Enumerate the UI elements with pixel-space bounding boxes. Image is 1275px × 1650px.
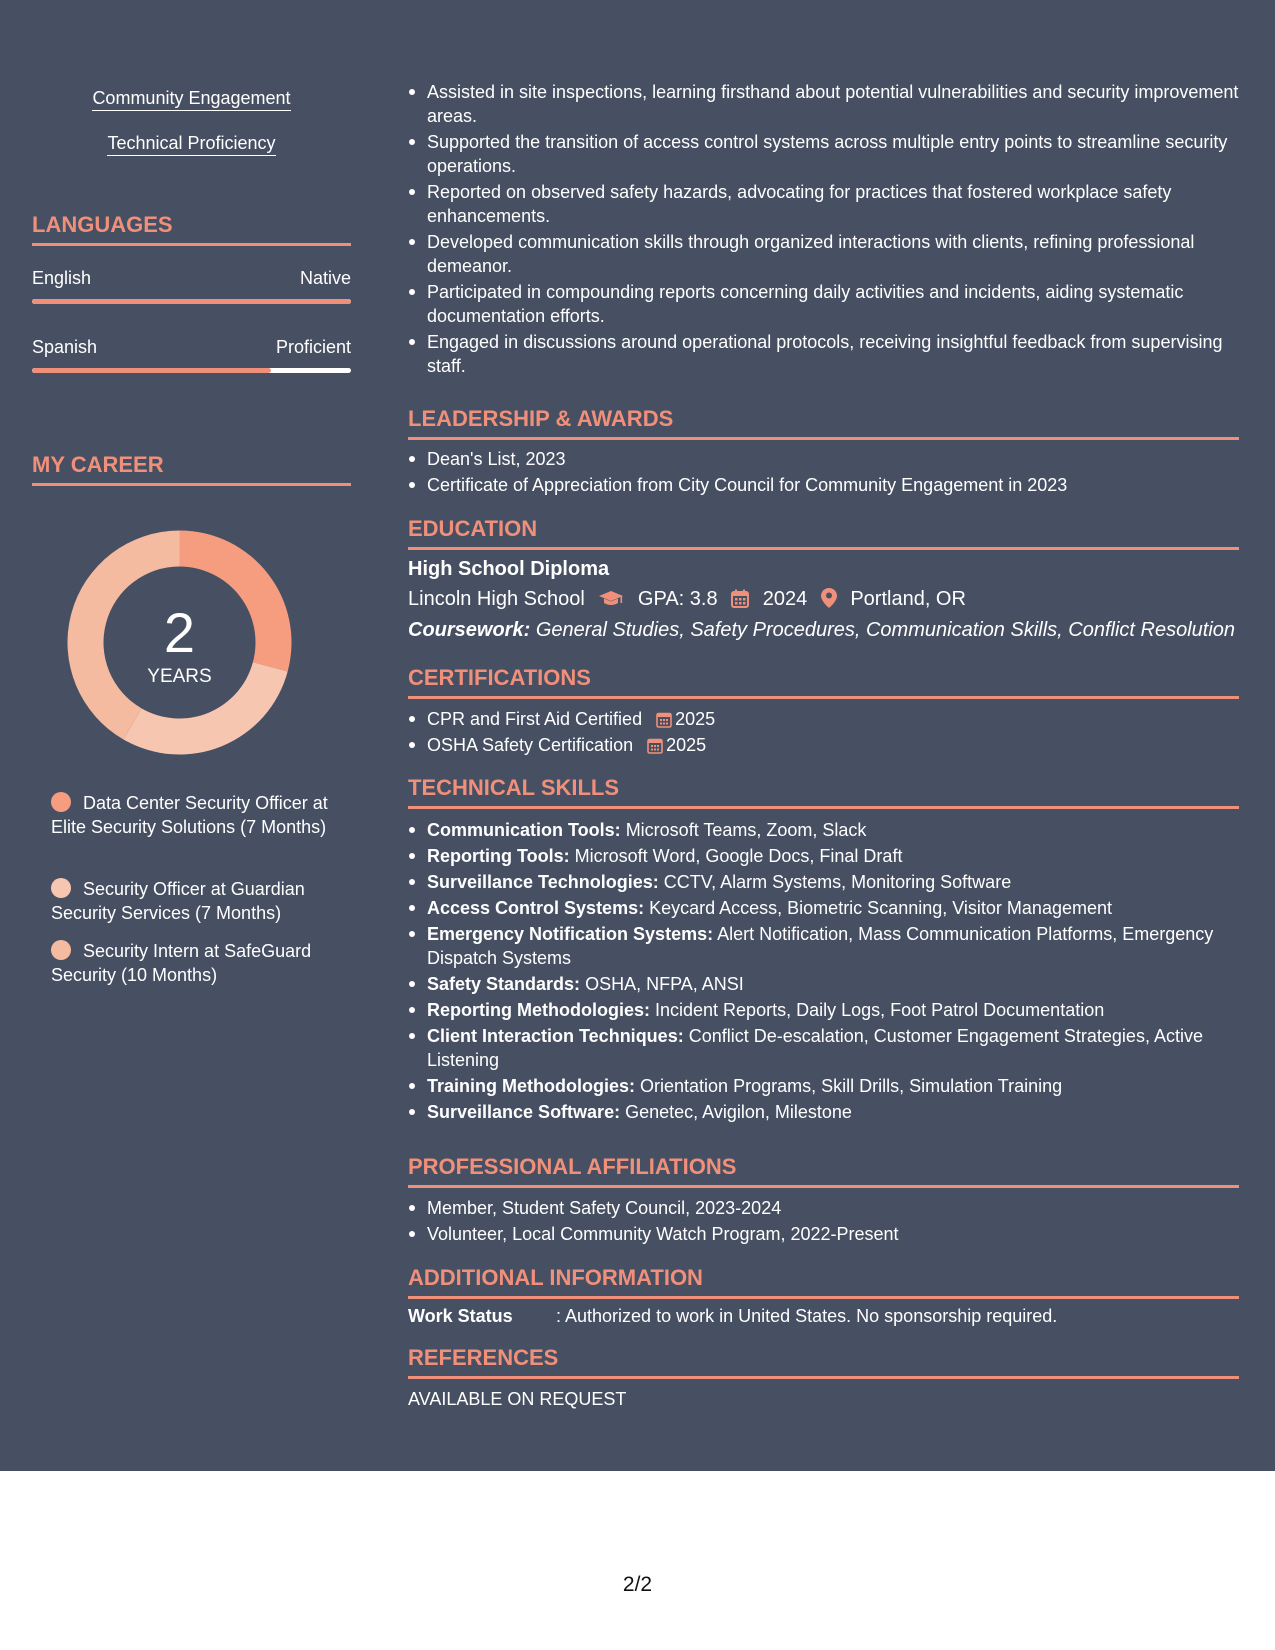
list-item [408,998,1239,1022]
additional-info-heading: ADDITIONAL INFORMATION [408,1265,1239,1299]
coursework-value: General Studies, Safety Procedures, Communication Skills, Conflict Resolution [535,619,1236,641]
skill-value: Microsoft Word, Google Docs, Final Draft [574,846,903,866]
skill-label: Access Control Systems: [427,898,645,918]
interest-item [32,133,351,156]
affiliations-heading: PROFESSIONAL AFFILIATIONS [408,1154,1239,1188]
skill-value: Keycard Access, Biometric Scanning, Visitor Management [649,898,1112,918]
skill-value: Microsoft Teams, Zoom, Slack [625,820,867,840]
skill-value: Orientation Programs, Skill Drills, Simulation Training [640,1076,1063,1096]
list-item [408,733,1239,757]
school-name: Lincoln High School [408,588,585,610]
graduation-cap-icon [598,590,624,608]
list-item [408,1074,1239,1098]
list-item [408,707,1239,731]
legend-label: Security Officer at Guardian Security Services (7 Months) [51,879,305,923]
career-years-unit: YEARS [147,666,212,687]
list-item [408,844,1239,868]
graduation-year: 2024 [762,588,808,610]
language-bar [32,299,351,304]
skill-label: Client Interaction Techniques: [427,1026,684,1046]
language-spanish [32,337,351,373]
education-heading: EDUCATION [408,516,1239,550]
skills-heading: TECHNICAL SKILLS [408,775,1239,809]
gpa: GPA: 3.8 [637,588,718,610]
list-item [408,1024,1239,1072]
references-heading: REFERENCES [408,1345,1239,1379]
map-pin-icon [821,588,837,608]
list-item [408,972,1239,996]
career-legend-item [51,939,336,987]
skill-value: OSHA, NFPA, ANSI [585,974,744,994]
career-heading: MY CAREER [32,452,351,486]
legend-dot [51,878,71,898]
skill-value: Alert Notification, Mass Communication Platforms, Emergency Dispatch Systems [427,924,1214,968]
references-text: AVAILABLE ON REQUEST [408,1389,627,1409]
coursework-label: Coursework: [408,619,531,641]
list-item: Certificate of Appreciation from City Council for Community Engagement in 2023 [408,473,1239,497]
skill-label: Emergency Notification Systems: [427,924,714,944]
language-name: English [32,268,92,288]
career-legend-item [51,877,336,925]
work-status-value: : Authorized to work in United States. No sponsorship required. [556,1306,1058,1326]
list-item [408,922,1239,970]
skill-label: Communication Tools: [427,820,621,840]
skill-value: CCTV, Alarm Systems, Monitoring Software [663,872,1012,892]
interest-label: Community Engagement [92,88,290,111]
list-item [408,896,1239,920]
list-item: Participated in compounding reports concerning daily activities and incidents, aiding systematic documentation efforts. [408,280,1239,328]
list-item: Volunteer, Local Community Watch Program, 2022-Present [408,1222,1239,1246]
language-bar-fill [32,299,351,304]
cert-year: 2025 [666,735,707,755]
experience-bullets [408,80,1239,380]
list-item [408,818,1239,842]
skill-label: Surveillance Technologies: [427,872,659,892]
list-item: Dean's List, 2023 [408,447,1239,471]
page-footer [0,1471,1275,1650]
skill-value: Incident Reports, Daily Logs, Foot Patrol Documentation [655,1000,1105,1020]
certifications-heading: CERTIFICATIONS [408,665,1239,699]
skill-label: Reporting Methodologies: [427,1000,650,1020]
cert-year: 2025 [675,709,716,729]
donut-center [67,530,292,755]
list-item: Supported the transition of access control systems across multiple entry points to streamline security operations. [408,130,1239,178]
work-status-row [408,1306,1057,1327]
language-bar-fill [32,368,271,373]
leadership-list [408,447,1239,499]
skill-label: Reporting Tools: [427,846,570,866]
leadership-heading: LEADERSHIP & AWARDS [408,406,1239,440]
education-coursework [408,619,1235,642]
education-details [408,588,966,611]
list-item: Developed communication skills through organized interactions with clients, refining professional demeanor. [408,230,1239,278]
list-item [408,870,1239,894]
list-item [408,1100,1239,1124]
calendar-icon [656,711,672,728]
work-status-label: Work Status [408,1306,513,1326]
career-years-number: 2 [163,601,196,664]
skill-label: Training Methodologies: [427,1076,635,1096]
skill-label: Surveillance Software: [427,1102,621,1122]
career-legend-item [51,791,336,839]
language-english [32,268,351,304]
interest-item [32,88,351,111]
legend-label: Data Center Security Officer at Elite Security Solutions (7 Months) [51,793,328,837]
skill-value: Genetec, Avigilon, Milestone [625,1102,852,1122]
interest-label: Technical Proficiency [107,133,275,156]
calendar-icon [731,589,749,608]
skills-list [408,818,1239,1126]
list-item: Engaged in discussions around operational protocols, receiving insightful feedback from supervising staff. [408,330,1239,378]
legend-dot [51,940,71,960]
language-level: Proficient [275,337,351,357]
list-item: Reported on observed safety hazards, advocating for practices that fostered workplace safety enhancements. [408,180,1239,228]
skill-label: Safety Standards: [427,974,581,994]
language-level: Native [299,268,351,288]
cert-name: CPR and First Aid Certified [427,709,643,729]
certifications-list [408,707,1239,759]
page-number: 2/2 [622,1573,653,1596]
legend-label: Security Intern at SafeGuard Security (10 Months) [51,941,312,985]
affiliations-list [408,1196,1239,1248]
education-location: Portland, OR [850,588,966,610]
legend-dot [51,792,71,812]
calendar-icon [647,737,663,754]
language-name: Spanish [32,337,98,357]
languages-heading: LANGUAGES [32,212,351,246]
career-donut-chart [67,530,292,755]
language-bar [32,368,351,373]
education-degree: High School Diploma [408,558,610,580]
list-item: Member, Student Safety Council, 2023-2024 [408,1196,1239,1220]
list-item: Assisted in site inspections, learning firsthand about potential vulnerabilities and security improvement areas. [408,80,1239,128]
skill-value: Conflict De-escalation, Customer Engagement Strategies, Active Listening [427,1026,1203,1070]
cert-name: OSHA Safety Certification [427,735,634,755]
